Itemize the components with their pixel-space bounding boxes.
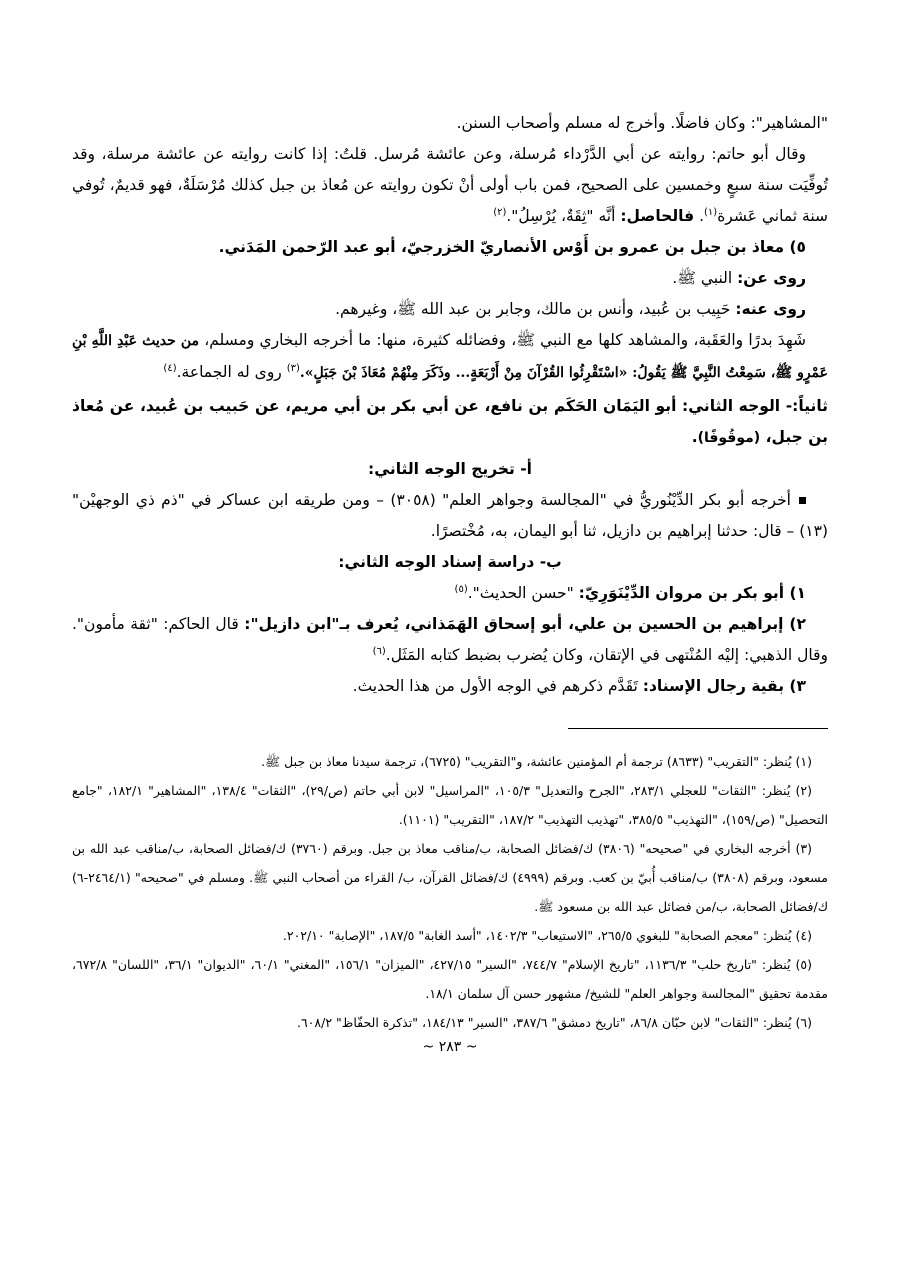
document-page (72, 108, 828, 1057)
rawa-an-line (72, 263, 828, 294)
paragraph-abu-hatim (72, 139, 828, 232)
label: ٢) إبراهيم بن الحسين بن علي، أبو إسحاق الهَمَذاني، يُعرف بـ"ابن دازيل": (244, 615, 806, 633)
text: ب- دراسة إسناد الوجه الثاني: (338, 553, 562, 571)
label: روى عنه: (735, 300, 806, 318)
paragraph-mashahir (72, 108, 828, 139)
text: روى له الجماعة. (176, 363, 287, 381)
text: حَبِيب بن عُبيد، وأنس بن مالك، وجابر بن عبد الله ﷺ، وغيرهم. (335, 300, 736, 318)
narrator-3-line (72, 671, 828, 702)
bullet-square-icon (799, 497, 806, 504)
hadith-text: من حديث عَبْدِ اللَّهِ بْنِ عَمْرٍو ﷺ، سَمِعْتُ النَّبِيَّ ﷺ يَقُولُ: «اسْتَقْرِئُوا القُرْآنَ مِنْ أَرْبَعَةٍ... وذَكَرَ مِنْهُمْ مُعَاذَ بْنَ جَبَلٍ». (72, 333, 828, 381)
footnote-ref[interactable]: (٤) (163, 362, 177, 374)
footnote-3: (٣) أخرجه البخاري في "صحيحه" (٣٨٠٦) ك/فضائل الصحابة، ب/مناقب معاذ بن جبل. وبرقم (٣٧٦٠) ك/فضائل الصحابة، ب/مناقب عبد الله بن مسعود، وبرقم (٣٨٠٨) ب/مناقب أُبيّ بن كعب. وبرقم (٤٩٩٩) ك/فضائل القرآن، ب/ القراء من أصحاب النبي ﷺ. ومسلم في "صحيحه" (٢٤٦٤/١-٦) ك/فضائل الصحابة، ب/من فضائل عبد الله بن مسعود ﷺ. (72, 841, 829, 914)
footnote-ref[interactable]: (٣) (286, 362, 300, 374)
footnote-ref[interactable]: (٢) (493, 206, 507, 218)
second-aspect-heading (72, 391, 828, 454)
footnote-2: (٢) يُنظر: "الثقات" للعجلي ٢٨٣/١، "الجرح والتعديل" ١٠٥/٣، "المراسيل" لابن أبي حاتم (ص/٢٩)، "الثقات" ١٣٨/٤، "المشاهير" ١٨٢/١، "جامع التحصيل" (ص/١٥٩)، "التهذيب" ٣٨٥/٥، "تهذيب التهذيب" ١٨٧/٢، "التقريب" (١١٠١). (72, 783, 828, 827)
text: "حسن الحديث". (467, 584, 579, 602)
dirasa-title (72, 547, 828, 578)
label: ثانياً:- الوجه الثاني (688, 397, 828, 415)
narrator-1-line (72, 578, 828, 609)
narrator-5-title (72, 232, 828, 263)
text: ٥) معاذ بن جبل بن عمرو بن أَوْس الأنصاريّ الخزرجيّ، أبو عبد الرّحمن المَدَني. (218, 238, 806, 256)
text: أنَّه "ثِقَةٌ، يُرْسِلُ". (506, 207, 621, 225)
label: روى عن: (737, 269, 806, 287)
text: . (691, 428, 698, 446)
takhrij-paragraph (72, 485, 828, 547)
footnotes (72, 747, 828, 1037)
label: ١) أبو بكر بن مروان الدِّيْنَوَرِيّ: (578, 584, 806, 602)
label: ٣) بقية رجال الإسناد: (642, 677, 806, 695)
footnote-ref[interactable]: (١) (704, 206, 718, 218)
conclusion-label: فالحاصل: (620, 207, 695, 225)
paragraph-virtues (72, 325, 828, 389)
page-number: ~ ٢٨٣ ~ (422, 1039, 478, 1055)
footnote-6: (٦) يُنظر: "الثقات" لابن حبّان ٨٦/٨، "تاريخ دمشق" ٣٨٧/٦، "السير" ١٨٤/١٣، "تذكرة الحفّاظ" ٦٠٨/٢. (296, 1015, 812, 1030)
text: النبي ﷺ. (672, 269, 738, 287)
footnote-ref[interactable]: (٥) (454, 583, 468, 595)
text: قال الحاكم: "ثقة مأمون". وقال الذهبي: إليْه المُنْتهى في الإتقان، وكان يُضرب بضبط كتابه المَثَل. (72, 615, 828, 664)
footnote-4: (٤) يُنظر: "معجم الصحابة" للبغوي ٢٦٥/٥، "الاستيعاب" ١٤٠٢/٣، "أسد الغابة" ١٨٧/٥، "الإصابة" ٢٠٢/١٠. (282, 928, 812, 943)
text: تَقَدَّم ذكرهم في الوجه الأول من هذا الحديث. (352, 677, 643, 695)
footnote-ref[interactable]: (٦) (372, 645, 386, 657)
footnote-5: (٥) يُنظر: "تاريخ حلب" ١١٣٦/٣، "تاريخ الإسلام" ٧٤٤/٧، "السير" ٤٢٧/١٥، "الميزان" ١٥٦/١، "المغني" ٦٠/١، "الديوان" ٣٦/١، "اللسان" ٦٧٢/٨، مقدمة تحقيق "المجالسة وجواهر العلم" للشيخ/ مشهور حسن آل سلمان ١٨/١. (72, 957, 828, 1001)
rawa-anhu-line (72, 294, 828, 325)
text: أخرجه أبو بكر الدِّيْنُوريُّ في "المجالسة وجواهر العلم" (٣٠٥٨) – ومن طريقه ابن عساكر في "ذم ذي الوجهيْن" (١٣) – قال: حدثنا إبراهيم بن دازيل، ثنا أبو اليمان، به، مُخْتصرًا. (72, 491, 828, 540)
mawquf-label: (موقُوفًا) (697, 430, 761, 446)
text: أ- تخريج الوجه الثاني: (368, 460, 532, 478)
text: "المشاهير": وكان فاضلًا. وأخرج له مسلم وأصحاب السنن. (456, 114, 828, 132)
text: شَهِدَ بدرًا والعَقَبة، والمشاهد كلها مع النبي ﷺ، وفضائله كثيرة، منها: ما أخرجه البخاري ومسلم، (199, 331, 807, 349)
text: وقال أبو حاتم: روايته عن أبي الدَّرْداء مُرسلة، وعن عائشة مُرسل. قلتُ: إذا كانت روايته عن عائشة مرسلة، وقد تُوفِّيَت سنة سبعٍ وخمسين على الصحيح، فمن باب أولى أنْ تكون روايته عن مُعاذ بن جبل كذلك مُرْسَلَةٌ، فهو قديمٌ، تُوفي سنة ثماني عَشرة (72, 145, 828, 225)
text: . (694, 207, 704, 225)
narrator-2-line (72, 609, 828, 671)
text: : أبو اليَمَان الحَكَم بن نافع، عن أبي بكر بن أبي مريم، عن حَبيب بن عُبيد، عن مُعاذ بن جبل، (72, 397, 828, 446)
footnote-separator (568, 728, 828, 729)
main-text (72, 108, 828, 702)
footnote-1: (١) يُنظر: "التقريب" (٨٦٣٣) ترجمة أم المؤمنين عائشة، و"التقريب" (٦٧٢٥)، ترجمة سيدنا معاذ بن جبل ﷺ. (261, 754, 812, 769)
takhrij-title (72, 454, 828, 485)
